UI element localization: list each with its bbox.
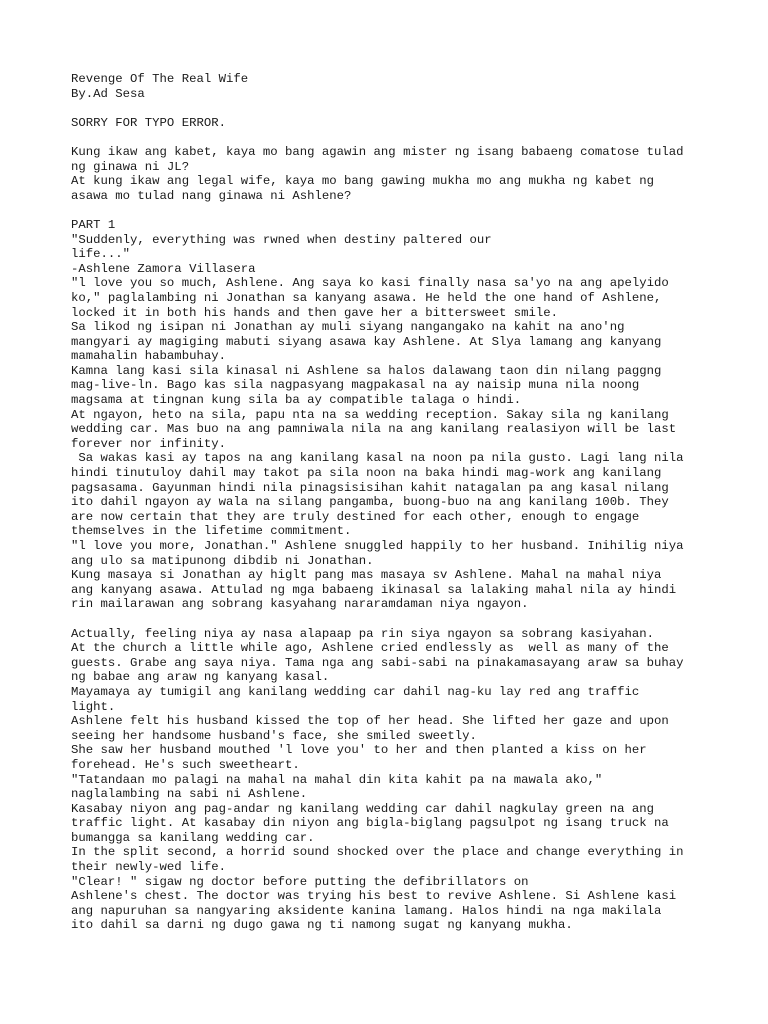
text-line: mag-live-ln. Bago kas sila nagpasyang magpakasal na ay naisip muna nila noong	[71, 378, 640, 393]
text-line: mamahalin habambuhay.	[71, 349, 226, 364]
text-line: bumangga sa kanilang wedding car.	[71, 830, 315, 845]
text-line: At the church a little while ago, Ashlene cried endlessly as well as many of the	[71, 641, 669, 656]
text-line: "l love you more, Jonathan." Ashlene snuggled happily to her husband. Inihilig niya	[71, 539, 684, 553]
text-line: hindi tinutuloy dahil may takot pa sila noon na baka hindi mag-work ang kanilang	[71, 466, 662, 481]
document-page	[71, 72, 711, 933]
blank-line	[71, 130, 711, 145]
text-line: PART 1	[71, 217, 116, 232]
text-line: "Clear! " sigaw ng doctor before putting the defibrillators on	[71, 874, 529, 889]
text-line: Mayamaya ay tumigil ang kanilang wedding car dahil nag-ku lay red ang traffic	[71, 684, 640, 699]
text-line: At ngayon, heto na sila, papu nta na sa wedding reception. Sakay sila ng kanilang	[71, 407, 669, 422]
text-line: Ashlene's chest. The doctor was trying his best to revive Ashlene. Si Ashlene kasi	[71, 889, 677, 904]
text-line: seeing her handsome husband's face, she smiled sweetly.	[71, 728, 477, 743]
text-line: "Tatandaan mo palagi na mahal na mahal din kita kahit pa na mawala ako,"	[71, 772, 603, 787]
text-line: ang ulo sa matipunong dibdib ni Jonathan.	[71, 553, 374, 568]
text-line: locked it in both his hands and then gave her a bittersweet smile.	[71, 305, 559, 320]
text-line: ang napuruhan sa nangyaring aksidente kanina lamang. Halos hindi na nga makilala	[71, 903, 662, 918]
text-line: By.Ad Sesa	[71, 86, 145, 101]
text-line: ng ginawa ni JL?	[71, 159, 190, 174]
text-line: ng babae ang araw ng kanyang kasal.	[71, 670, 330, 685]
text-line: Actually, feeling niya ay nasa alapaap pa rin siya ngayon sa sobrang kasiyahan.	[71, 626, 654, 641]
text-line: ito dahil sa darni ng dugo gawa ng ti namong sugat ng kanyang mukha.	[71, 918, 573, 933]
text-line: themselves in the lifetime commitment.	[71, 524, 352, 539]
blank-line	[71, 203, 711, 218]
text-line: -Ashlene Zamora Villasera	[71, 261, 256, 276]
text-line: Kung ikaw ang kabet, kaya mo bang agawin ang mister ng isang babaeng comatose tulad	[71, 144, 684, 159]
text-line: magsama at tingnan kung sila ba ay compatible talaga o hindi.	[71, 393, 522, 408]
blank-line	[71, 612, 711, 627]
text-line: ko," paglalambing ni Jonathan sa kanyang asawa. He held the one hand of Ashlene,	[71, 290, 662, 305]
text-line: rin mailarawan ang sobrang kasyahang nararamdaman niya ngayon.	[71, 597, 529, 612]
text-line: ang kanyang asawa. Attulad ng mga babaeng ikinasal sa lalaking mahal nila ay hindi	[71, 582, 677, 597]
text-line: "l love you so much, Ashlene. Ang saya ko kasi finally nasa sa'yo na ang apelyido	[71, 276, 669, 291]
text-line: light.	[71, 699, 116, 714]
text-line: Sa likod ng isipan ni Jonathan ay muli siyang nangangako na kahit na ano'ng	[71, 320, 625, 335]
text-line: naglalambing na sabi ni Ashlene.	[71, 787, 308, 802]
text-line: SORRY FOR TYPO ERROR.	[71, 115, 226, 130]
text-line: Kamna lang kasi sila kinasal ni Ashlene sa halos dalawang taon din nilang paggng	[71, 363, 662, 378]
text-line: "Suddenly, everything was rwned when destiny paltered our	[71, 232, 492, 247]
text-line: guests. Grabe ang saya niya. Tama nga ang sabi-sabi na pinakamasayang araw sa buhay	[71, 655, 684, 670]
text-line: Kung masaya si Jonathan ay higlt pang mas masaya sv Ashlene. Mahal na mahal niya	[71, 568, 662, 583]
text-line: forever nor infinity.	[71, 436, 226, 451]
text-line: She saw her husband mouthed 'l love you' to her and then planted a kiss on her	[71, 743, 647, 758]
text-line: Ashlene felt his husband kissed the top of her head. She lifted her gaze and upon	[71, 714, 669, 729]
text-line: pagsasama. Gayunman hindi nila pinagsisisihan kahit natagalan pa ang kasal nilang	[71, 480, 669, 495]
blank-line	[71, 101, 711, 116]
text-line: At kung ikaw ang legal wife, kaya mo bang gawing mukha mo ang mukha ng kabet ng	[71, 174, 654, 189]
text-line: life..."	[71, 247, 131, 262]
text-line: forehead. He's such sweetheart.	[71, 757, 300, 772]
text-line: Revenge Of The Real Wife	[71, 72, 249, 86]
text-line: asawa mo tulad nang ginawa ni Ashlene?	[71, 188, 352, 203]
text-line: Sa wakas kasi ay tapos na ang kanilang kasal na noon pa nila gusto. Lagi lang nila	[71, 451, 684, 466]
text-line: are now certain that they are truly destined for each other, enough to engage	[71, 509, 640, 524]
text-line: their newly-wed life.	[71, 860, 226, 875]
text-line: mangyari ay magiging mabuti siyang asawa kay Ashlene. At Slya lamang ang kanyang	[71, 334, 662, 349]
text-line: In the split second, a horrid sound shocked over the place and change everything in	[71, 845, 684, 860]
text-line: Kasabay niyon ang pag-andar ng kanilang wedding car dahil nagkulay green na ang	[71, 801, 654, 816]
text-line: traffic light. At kasabay din niyon ang bigla-biglang pagsulpot ng isang truck na	[71, 816, 669, 831]
text-line: ito dahil ngayon ay wala na silang pangamba, buong-buo na ang kanilang 100b. They	[71, 495, 669, 510]
text-line: wedding car. Mas buo na ang pamniwala nila na ang kanilang realasiyon will be last	[71, 422, 677, 437]
